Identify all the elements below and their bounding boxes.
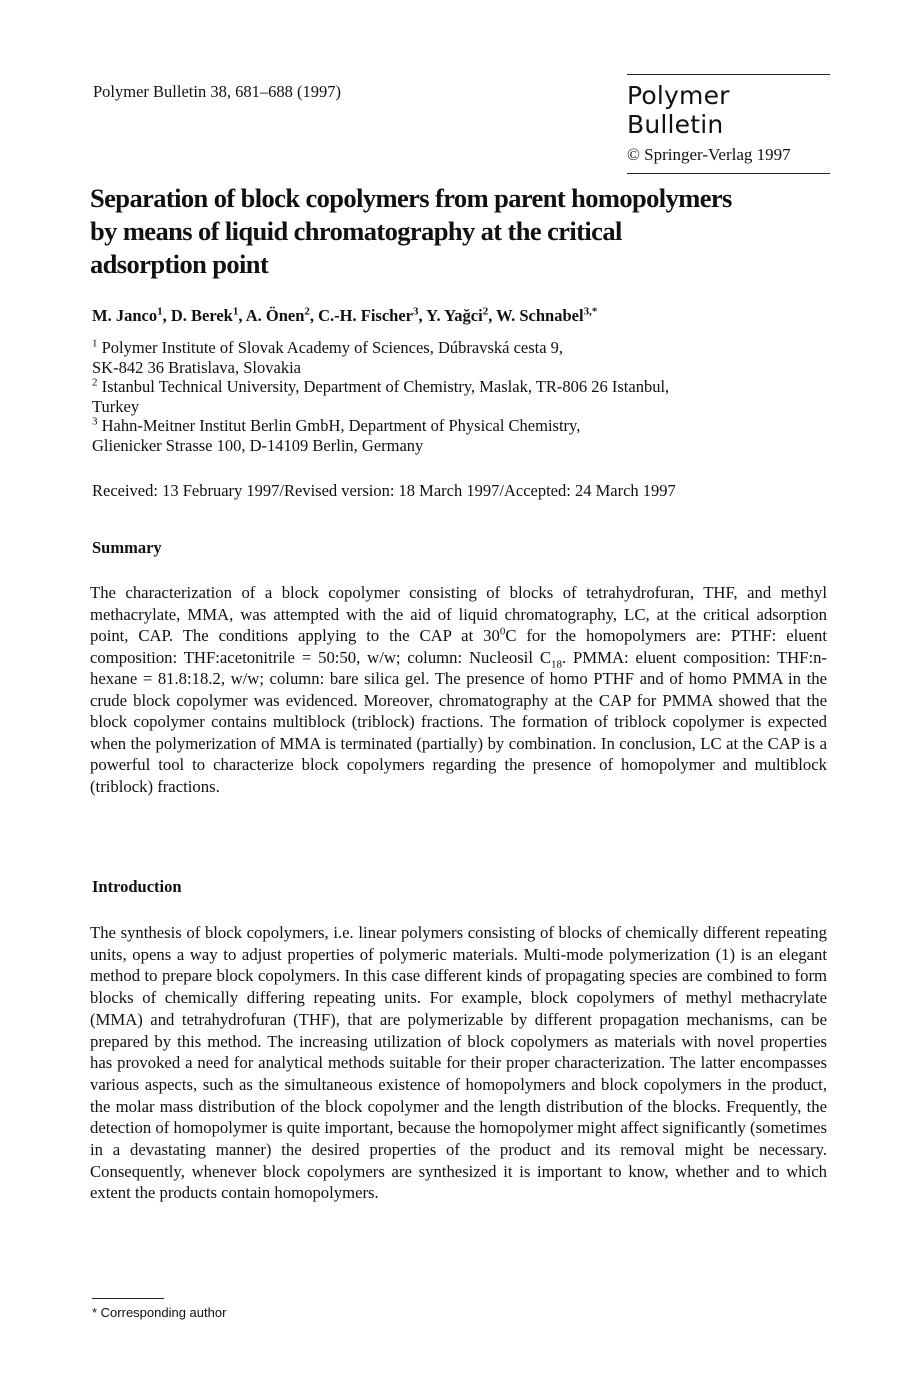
- author-name: M. Janco: [92, 306, 158, 325]
- affiliation-line: Turkey: [92, 396, 140, 416]
- affiliation-line: [92, 416, 669, 436]
- affiliation-number: 2: [92, 376, 98, 389]
- affiliations: [92, 338, 669, 455]
- summary-paragraph: [90, 582, 827, 797]
- column-subscript: 18: [550, 657, 562, 670]
- author-affil-sup: 3,*: [583, 305, 598, 318]
- journal-name: Polymer Bulletin: [627, 81, 730, 139]
- affiliation-line: Glienicker Strasse 100, D-14109 Berlin, Germany: [92, 435, 424, 455]
- introduction-paragraph: The synthesis of block copolymers, i.e. linear polymers consisting of blocks of chemically different repeating units, opens a way to adjust properties of polymeric materials. Multi-mode polymerization (1) is an elegant method to prepare block copolymers. In this case different kinds of propagating species are combined to form blocks of chemically differing repeating units. For example, block copolymers of methyl methacrylate (MMA) and tetrahydrofuran (THF), that are polymerizable by different propagation mechanisms, can be prepared by this method. The increasing utilization of block copolymers as materials with novel properties has provoked a need for analytical methods suitable for their proper characterization. The latter encompasses various aspects, such as the simultaneous existence of homopolymers and block copolymers in the product, the molar mass distribution of the block copolymer and the length distribution of the blocks. Frequently, the detection of homopolymer is quite important, because the homopolymer might affect significantly (sometimes in a devastating manner) the desired properties of the product and its removal might be necessary. Consequently, whenever block copolymers are synthesized it is important to know, whether and to which extent the products contain homopolymers.: [90, 923, 827, 1203]
- author-affil-sup: 3: [413, 305, 419, 318]
- affiliation-line: [92, 377, 669, 397]
- footnote-rule: [92, 1298, 164, 1299]
- degree-sup: 0: [499, 625, 506, 638]
- affiliation-number: 3: [92, 415, 98, 428]
- title-line: Separation of block copolymers from parent homopolymers: [90, 183, 732, 213]
- author-name: Y. Yağci: [426, 306, 483, 325]
- author-affil-sup: 1: [157, 305, 163, 318]
- affiliation-line: SK-842 36 Bratislava, Slovakia: [92, 357, 301, 377]
- introduction-heading: Introduction: [92, 877, 182, 896]
- received-dates: Received: 13 February 1997/Revised version: 18 March 1997/Accepted: 24 March 1997: [92, 481, 676, 500]
- affiliation-text: Hahn-Meitner Institut Berlin GmbH, Department of Physical Chemistry,: [101, 416, 581, 435]
- summary-text: C for the homopolymers are: PTHF: eluent composition: THF:acetonitrile = 50:50, w/w; column: Nucleosil C: [90, 626, 827, 667]
- affiliation-text: Istanbul Technical University, Department of Chemistry, Maslak, TR-806 26 Istanbul,: [101, 377, 670, 396]
- masthead-top-rule: [627, 74, 830, 75]
- summary-heading: Summary: [92, 538, 162, 557]
- title-line: by means of liquid chromatography at the critical: [90, 216, 622, 246]
- title-line: adsorption point: [90, 249, 269, 279]
- summary-text: . PMMA: eluent composition: THF:n-hexane = 81.8:18.2, w/w; column: bare silica gel. The presence of homo PTHF and of homo PMMA in the crude block copolymer was evidenced. Moreover, chromatography at the CAP for PMMA showed that the block copolymer contains multiblock (triblock) fractions. The formation of triblock copolymer is expected when the polymerization of MMA is terminated (partially) by combination. In conclusion, LC at the CAP is a powerful tool to characterize block copolymers regarding the presence of homopolymer and multiblock (triblock) fractions.: [90, 647, 827, 796]
- author-name: W. Schnabel: [496, 306, 584, 325]
- author-affil-sup: 1: [232, 305, 239, 318]
- author-name: D. Berek: [170, 306, 233, 325]
- author-name: A. Önen: [245, 306, 305, 325]
- paper-title: [90, 182, 830, 281]
- footnote: * Corresponding author: [92, 1305, 227, 1320]
- affiliation-text: Polymer Institute of Slovak Academy of Sciences, Dúbravská cesta 9,: [101, 338, 564, 357]
- summary-text: The characterization of a block copolymer consisting of blocks of tetrahydrofuran, THF, and methyl methacrylate, MMA, was attempted with the aid of liquid chromatography, LC, at the critical adsorption point, CAP. The conditions applying to the CAP at 30: [90, 583, 827, 645]
- journal-masthead: [627, 74, 830, 174]
- publisher-copyright: © Springer-Verlag 1997: [627, 145, 791, 164]
- journal-citation: Polymer Bulletin 38, 681–688 (1997): [93, 82, 341, 101]
- author-affil-sup: 2: [482, 305, 489, 318]
- author-affil-sup: 2: [304, 305, 310, 318]
- affiliation-number: 1: [92, 337, 98, 350]
- author-list: M. Janco$^1$, D. Berek$^1$, A. Önen$^2$, C.-H. Fischer$^3$, Y. Yağci$^2$, W. Schnabel$^{3,*}$: [92, 305, 598, 325]
- author-name: C.-H. Fischer: [318, 306, 413, 325]
- masthead-bottom-rule: [627, 173, 830, 174]
- affiliation-line: [92, 338, 669, 358]
